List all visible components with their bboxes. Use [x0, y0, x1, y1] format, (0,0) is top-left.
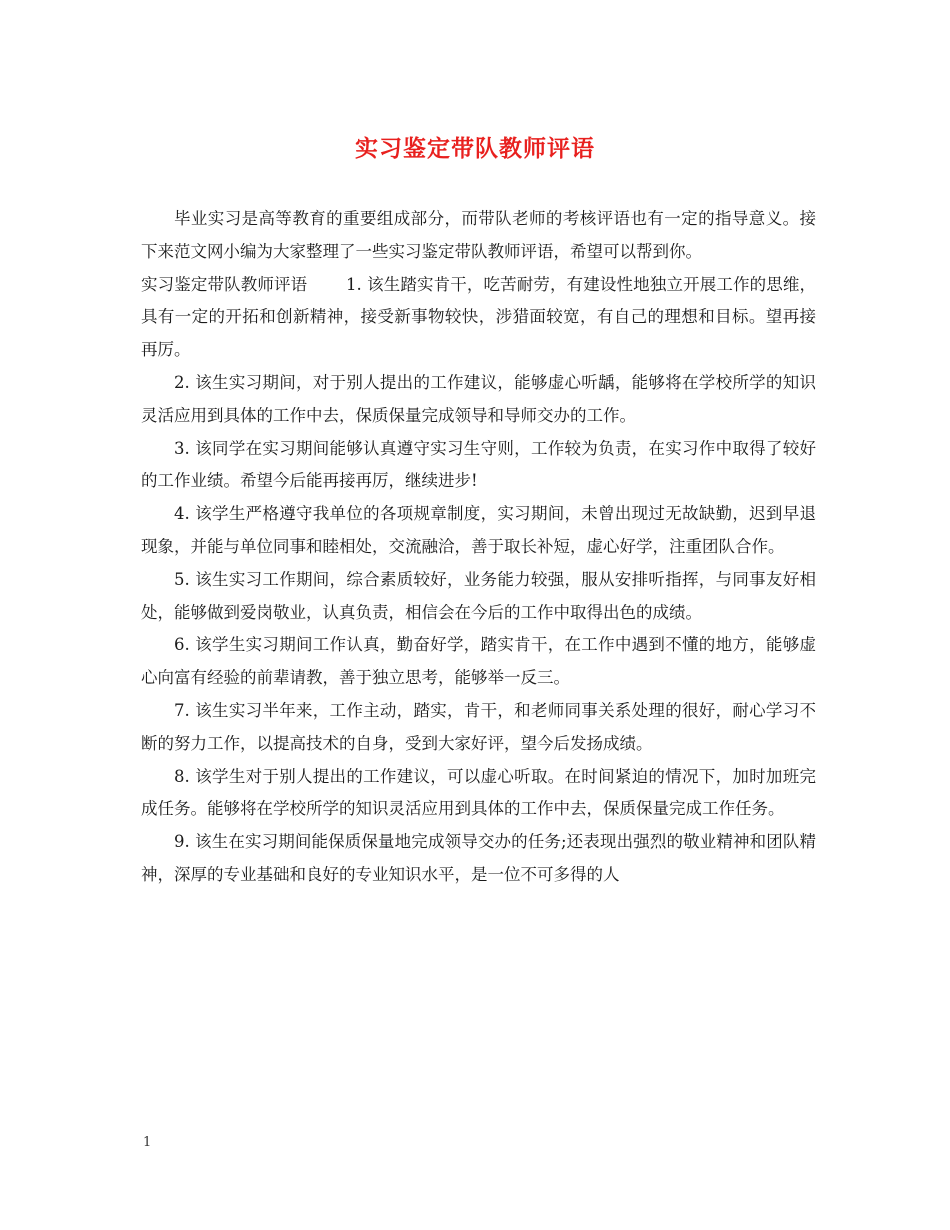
- document-body: [141, 203, 816, 892]
- comment-item-4: 4. 该学生严格遵守我单位的各项规章制度，实习期间，未曾出现过无故缺勤，迟到早退现象，并能与单位同事和睦相处，交流融洽，善于取长补短，虚心好学，注重团队合作。: [141, 504, 816, 556]
- comment-item-7: 7. 该生实习半年来，工作主动，踏实，肯干，和老师同事关系处理的很好，耐心学习不断的努力工作，以提高技术的自身，受到大家好评，望今后发扬成绩。: [141, 700, 816, 753]
- comment-item-1: 实习鉴定带队教师评语 1. 该生踏实肯干，吃苦耐劳，有建设性地独立开展工作的思维，具有一定的开拓和创新精神，接受新事物较快，涉猎面较宽，有自己的理想和目标。望再接再厉。: [141, 274, 816, 360]
- intro-paragraph: 毕业实习是高等教育的重要组成部分，而带队老师的考核评语也有一定的指导意义。接下来范文网小编为大家整理了一些实习鉴定带队教师评语，希望可以帮到你。: [141, 209, 816, 261]
- comment-item-8: 8. 该学生对于别人提出的工作建议，可以虚心听取。在时间紧迫的情况下，加时加班完成任务。能够将在学校所学的知识灵活应用到具体的工作中去，保质保量完成工作任务。: [141, 766, 816, 819]
- comment-item-5: 5. 该生实习工作期间，综合素质较好，业务能力较强，服从安排听指挥，与同事友好相处，能够做到爱岗敬业，认真负责，相信会在今后的工作中取得出色的成绩。: [141, 569, 816, 622]
- comment-item-3: 3. 该同学在实习期间能够认真遵守实习生守则，工作较为负责，在实习作中取得了较好的工作业绩。希望今后能再接再厉，继续进步!: [141, 438, 816, 491]
- document-title: 实习鉴定带队教师评语: [355, 135, 595, 162]
- comment-item-6: 6. 该学生实习期间工作认真，勤奋好学，踏实肯干，在工作中遇到不懂的地方，能够虚心向富有经验的前辈请教，善于独立思考，能够举一反三。: [141, 635, 816, 688]
- page-number: 1: [143, 1135, 152, 1150]
- comment-item-9: 9. 该生在实习期间能保质保量地完成领导交办的任务;还表现出强烈的敬业精神和团队精神，深厚的专业基础和良好的专业知识水平，是一位不可多得的人: [141, 832, 816, 884]
- comment-item-2: 2. 该生实习期间，对于别人提出的工作建议，能够虚心听龋，能够将在学校所学的知识灵活应用到具体的工作中去，保质保量完成领导和导师交办的工作。: [141, 372, 816, 425]
